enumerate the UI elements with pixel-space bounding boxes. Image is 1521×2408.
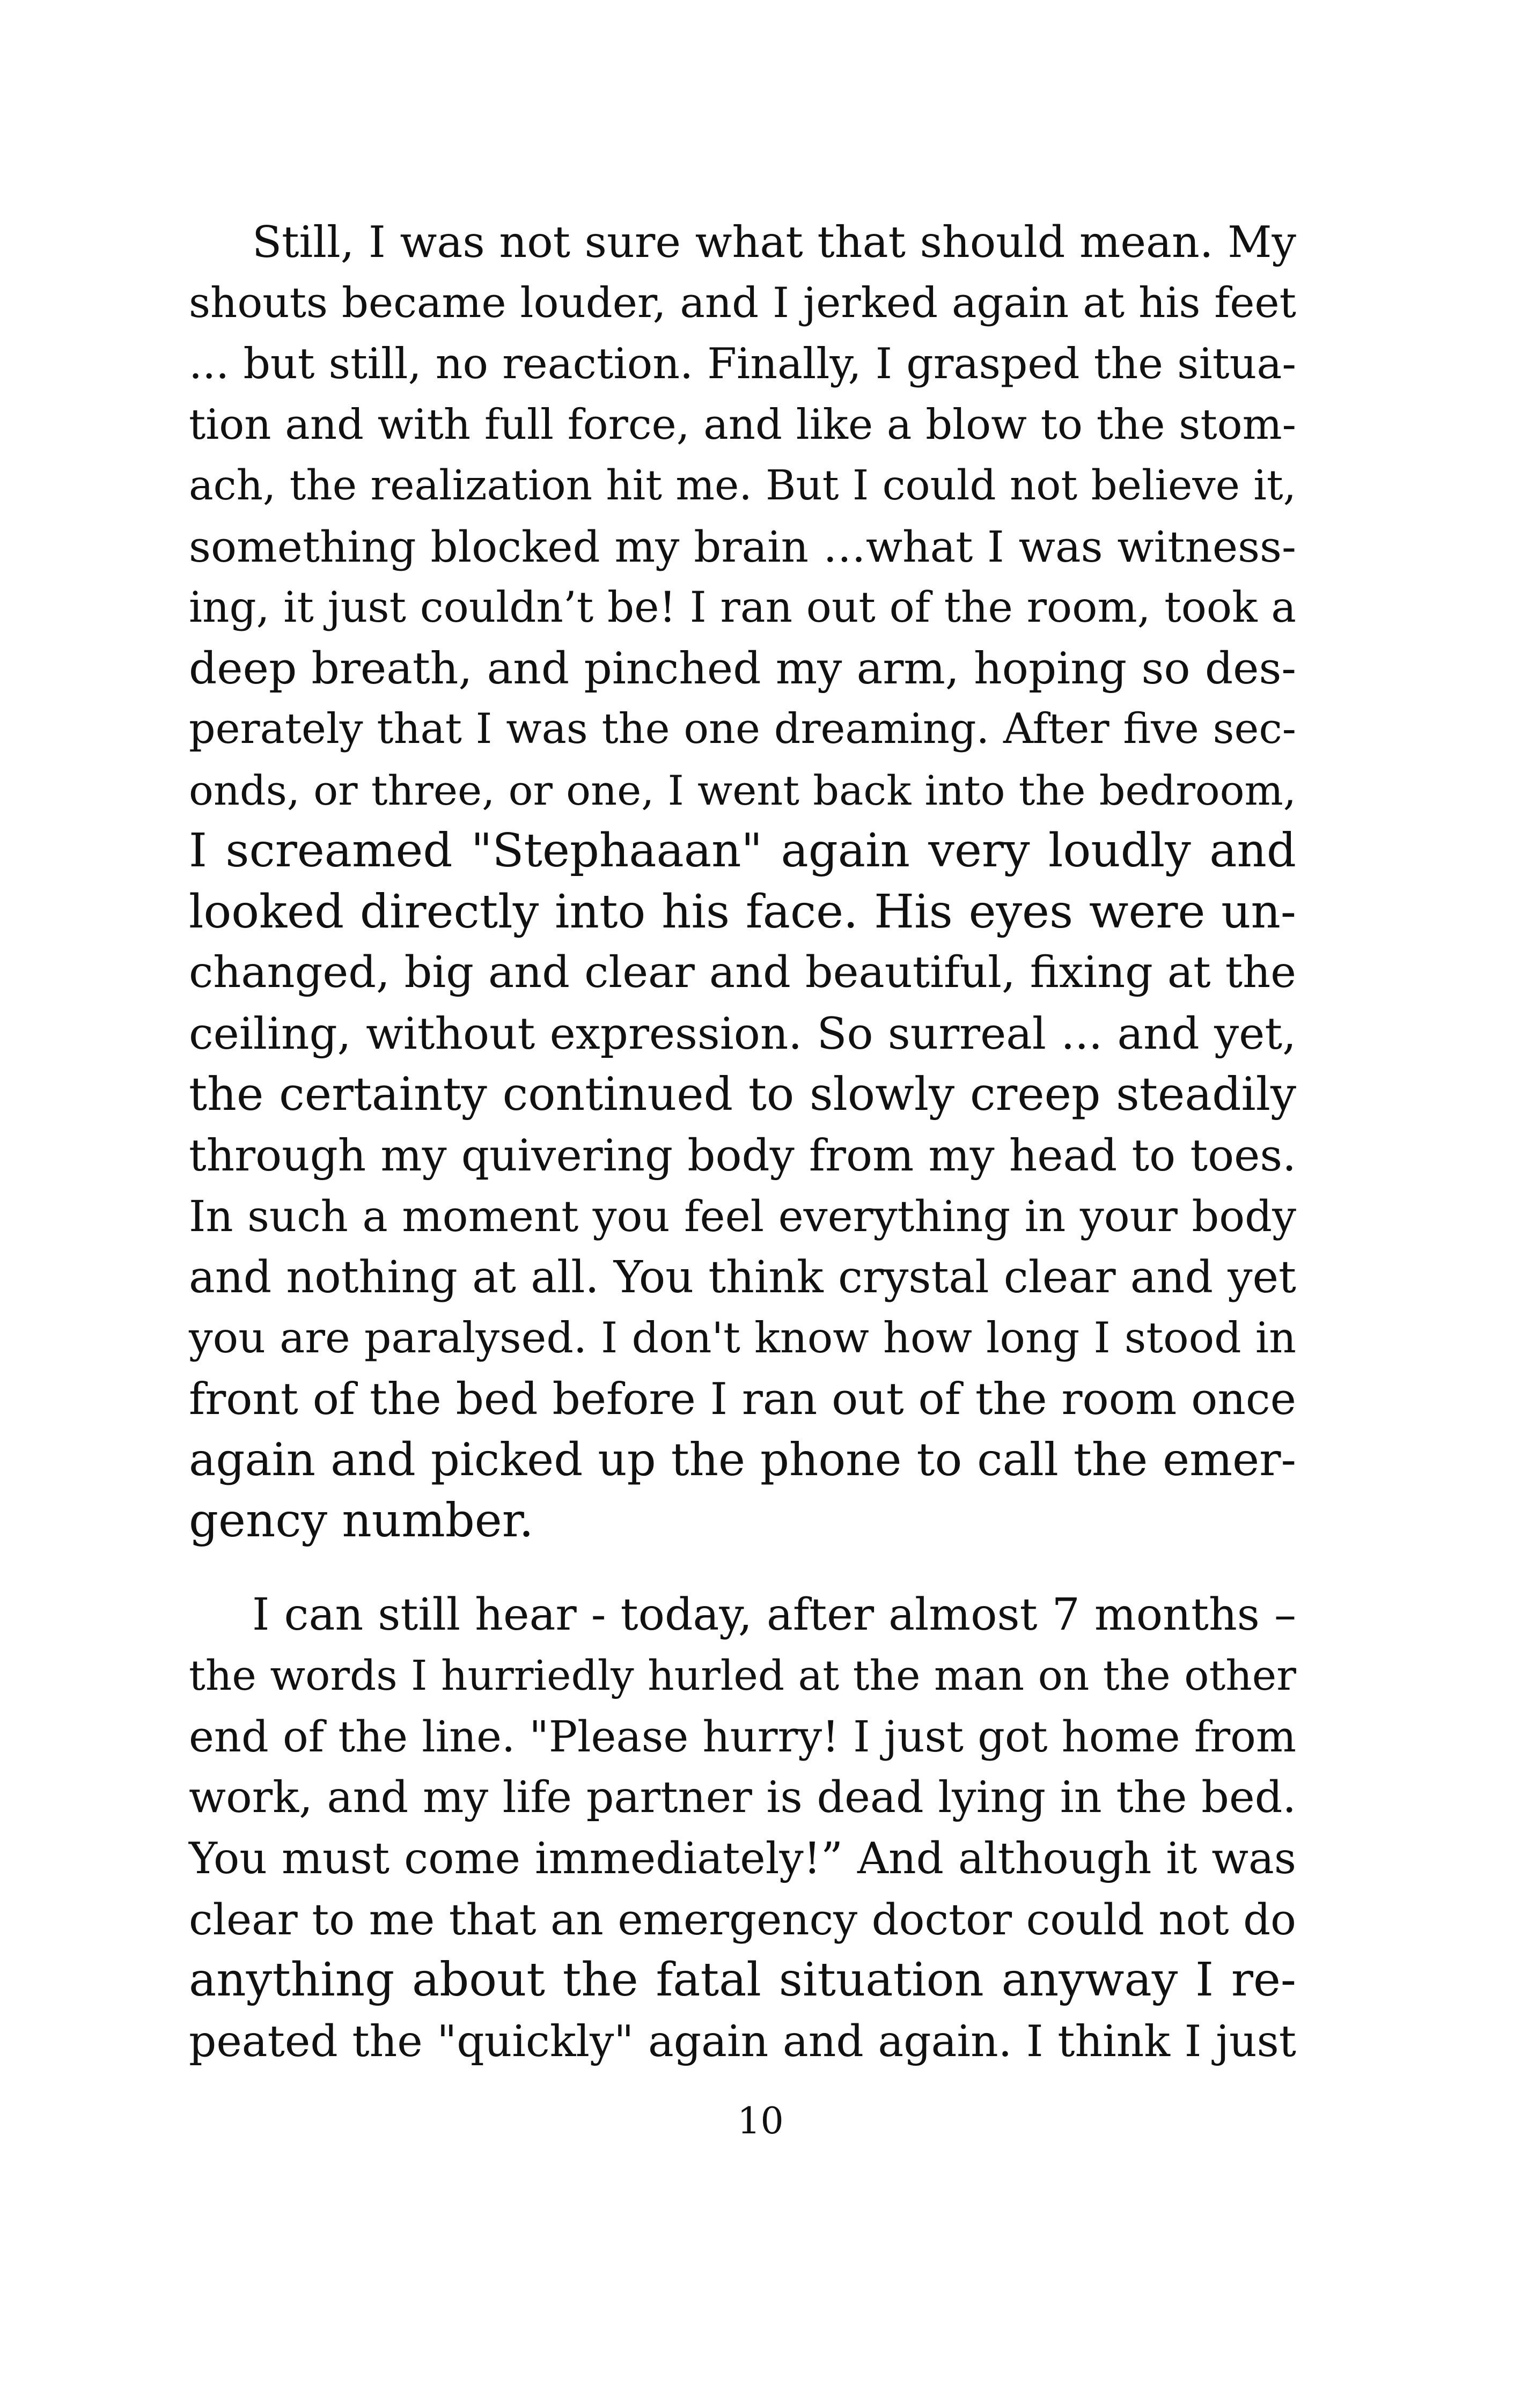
- text-line: onds, or three, or one, I went back into the bedroom,: [189, 766, 1296, 814]
- text-line: perately that I was the one dreaming. After five sec-: [189, 705, 1296, 753]
- text-line: through my quivering body from my head to toes.: [189, 1130, 1296, 1181]
- text-line: tion and with full force, and like a blow to the stom-: [189, 400, 1296, 449]
- text-line: ach, the realization hit me. But I could not believe it,: [189, 462, 1296, 510]
- text-line: front of the bed before I ran out of the room once: [189, 1373, 1296, 1425]
- text-line: ... but still, no reaction. Finally, I grasped the situa-: [189, 339, 1296, 388]
- text-line: the words I hurriedly hurled at the man on the other: [189, 1652, 1296, 1700]
- text-line: In such a moment you feel everything in your body: [189, 1191, 1296, 1241]
- text-line: I can still hear - today, after almost 7 months –: [252, 1589, 1296, 1640]
- text-line: shouts became louder, and I jerked again at his feet: [189, 278, 1296, 327]
- body-text: [189, 212, 1296, 2072]
- paragraph-1: [189, 212, 1296, 1551]
- text-line: peated the "quickly" again and again. I think I just: [189, 2016, 1296, 2066]
- text-line: clear to me that an emergency doctor could not do: [189, 1894, 1296, 1945]
- text-line: anything about the fatal situation anyway I re-: [189, 1953, 1296, 2007]
- text-line: end of the line. "Please hurry! I just got home from: [189, 1712, 1296, 1762]
- text-line: something blocked my brain …what I was witness-: [189, 521, 1296, 572]
- text-line: and nothing at all. You think crystal clear and yet: [189, 1251, 1296, 1303]
- text-line: gency number.: [189, 1493, 534, 1548]
- paragraph-2: [189, 1585, 1296, 2072]
- text-line: I screamed "Stephaaan" again very loudly and: [189, 824, 1296, 878]
- text-line: You must come immediately!” And although it was: [189, 1833, 1296, 1883]
- page-number: 10: [737, 2100, 784, 2142]
- text-line: Still, I was not sure what that should mean. My: [252, 217, 1296, 267]
- text-line: ceiling, without expression. So surreal ... and yet,: [189, 1008, 1296, 1059]
- text-line: deep breath, and pinched my arm, hoping so des-: [189, 643, 1296, 694]
- paragraph-spacer: [189, 1551, 1296, 1585]
- text-line: work, and my life partner is dead lying in the bed.: [189, 1772, 1296, 1823]
- text-line: looked directly into his face. His eyes were un-: [189, 885, 1296, 939]
- text-line: the certainty continued to slowly creep steadily: [189, 1068, 1296, 1121]
- text-line: again and picked up the phone to call the emer-: [189, 1433, 1296, 1486]
- text-line: changed, big and clear and beautiful, fixing at the: [189, 947, 1296, 998]
- text-line: ing, it just couldn’t be! I ran out of the room, took a: [189, 583, 1296, 632]
- text-line: you are paralysed. I don't know how long I stood in: [189, 1313, 1296, 1363]
